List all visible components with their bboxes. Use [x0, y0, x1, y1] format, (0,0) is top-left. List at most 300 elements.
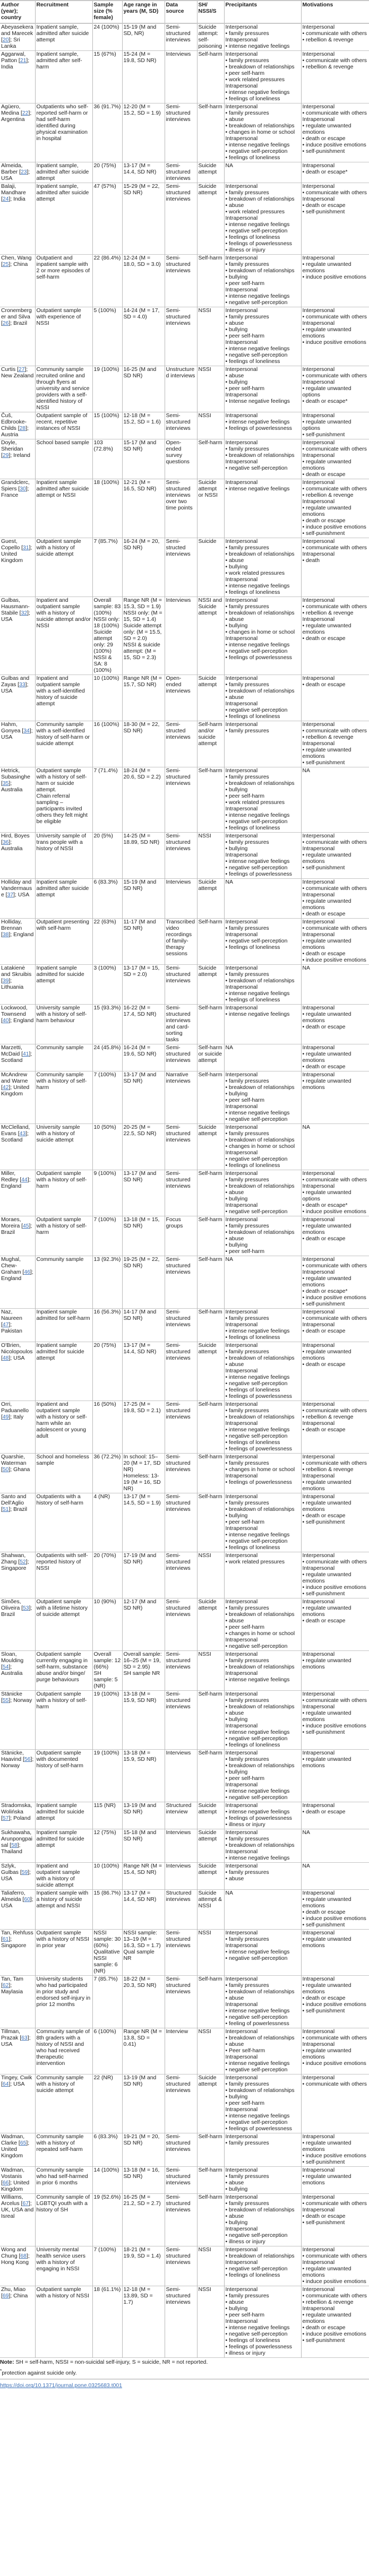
motivation-item: • communicate with others: [302, 2201, 367, 2207]
type-cell: NSSI: [197, 412, 224, 439]
motivation-item: • regulate unwanted emotions: [302, 1710, 351, 1723]
motivation-item: • communicate with others: [302, 373, 367, 379]
motivation-item: • communicate with others: [302, 58, 367, 64]
reference-link[interactable]: 31: [23, 545, 29, 551]
author-name: Stradomska, Wolińska: [1, 1803, 32, 1815]
precipitants-cell: [224, 965, 301, 1005]
author-name: Taliaferro, Almeida: [1, 1890, 25, 1903]
reference-link[interactable]: 37: [7, 892, 14, 898]
author-cell: Abeyasekera and Marecek [20]; Sri Lanka: [1, 24, 33, 49]
reference-link[interactable]: 29: [2, 453, 9, 459]
motivation-item: • death or escape: [302, 1427, 346, 1433]
source-cell: Semi-structured interviews: [165, 1170, 197, 1216]
precipitant-item: • negative self-perception: [225, 352, 288, 358]
author-cell: Balaji, Mandhare [24]; India: [1, 184, 26, 202]
precipitant-item: • family pressures: [225, 972, 269, 978]
precipitants-cell: [224, 2028, 301, 2074]
reference-link[interactable]: 40: [2, 1018, 9, 1024]
motivation-item: Intrapersonal: [302, 1045, 335, 1051]
precipitant-item: • family pressures: [225, 2293, 269, 2299]
precipitant-item: • intense negative feelings: [225, 1012, 290, 1017]
precipitant-item: • breakdown of relationships: [225, 1230, 295, 1235]
source-cell: Semi-structured interviews: [165, 162, 197, 183]
author-name: Stänicke: [1, 1691, 22, 1697]
precipitants-cell: [224, 1552, 301, 1598]
motivation-item: Interpersonal: [302, 879, 335, 885]
motivation-item: • self-punishment: [302, 1922, 345, 1928]
precipitant-item: • abuse: [225, 321, 244, 326]
source-cell: Interviews: [165, 1863, 197, 1890]
reference-link[interactable]: 61: [2, 1937, 9, 1942]
author-name: Stänicke, Haavind: [1, 1750, 24, 1762]
reference-link[interactable]: 49: [2, 1414, 9, 1420]
header-author: Author (year); country: [1, 2, 22, 21]
author-country: Australia: [1, 787, 23, 793]
precipitant-item: • feelings of loneliness: [225, 2272, 280, 2278]
precipitant-item: Interpersonal: [225, 833, 258, 839]
sample-cell: 7 (100%): [92, 2246, 122, 2286]
reference-link[interactable]: 54: [2, 1664, 9, 1670]
precipitant-item: • family pressures: [225, 1078, 269, 1084]
motivation-item: • regulate unwanted emotions: [302, 938, 351, 950]
precipitant-item: • intense negative feelings: [225, 293, 290, 299]
precipitant-item: • family pressures: [225, 1316, 269, 1321]
precipitant-item: • feelings of powerlessness: [225, 871, 293, 877]
precipitant-item: • abuse: [225, 695, 244, 701]
age-cell: 16-22 (M = 17.4, SD NR): [122, 1005, 165, 1044]
motivation-item: Intrapersonal: [302, 2042, 335, 2047]
reference-link[interactable]: 25: [2, 262, 9, 267]
motivation-item: • communicate with others: [302, 1460, 367, 1466]
sample-cell: 16 (56.3%): [92, 1309, 122, 1342]
precipitant-item: Interpersonal: [225, 1599, 258, 1605]
motivation-item: Intrapersonal: [302, 676, 335, 681]
author-cell: Čuš, Edbrooke-Childs [28]; Austria: [1, 413, 29, 438]
author-cell: Quarshie, Waterman [50]; Ghana: [1, 1454, 30, 1473]
age-cell: 13-19 (M and SD NR): [122, 1802, 165, 1829]
author-name: Gulbas, Hausmann-Stabile: [1, 598, 30, 616]
recruitment-cell: Inpatient sample admitted after suicide attempt or NSSI: [35, 479, 92, 538]
motivations-cell: [301, 965, 369, 1005]
reference-link[interactable]: 51: [2, 1507, 9, 1512]
sample-cell: 20 (70%): [92, 1552, 122, 1598]
precipitant-item: Interpersonal: [225, 1125, 258, 1130]
precipitant-item: • intense negative feelings: [225, 222, 290, 228]
reference-link[interactable]: 64: [2, 2081, 9, 2087]
precipitant-item: • peer self-harm: [225, 1249, 265, 1255]
reference-link[interactable]: 36: [2, 840, 9, 845]
precipitant-item: • intense negative feelings: [225, 142, 290, 148]
motivation-item: • induce positive emotions: [302, 142, 366, 148]
sample-cell: 15 (100%): [92, 412, 122, 439]
precipitant-item: • intense negative feelings: [225, 812, 290, 818]
motivations-cell: [301, 1863, 369, 1890]
author-country: Ghana: [13, 1467, 30, 1473]
precipitant-item: • feelings of powerlessness: [225, 655, 293, 661]
recruitment-cell: Outpatient sample with documented history of self-harm: [35, 1750, 92, 1802]
precipitant-item: • negative self-perception: [225, 1381, 288, 1387]
header-type: SH/ NSSI/S: [197, 1, 224, 23]
author-name: Čuš, Edbrooke-Childs: [1, 413, 27, 431]
type-cell: Self-harm: [197, 1071, 224, 1124]
motivation-item: • communicate with others: [302, 1263, 367, 1269]
motivation-item: • death or escape: [302, 1809, 346, 1815]
motivation-item: Interpersonal: [302, 51, 335, 57]
age-cell: Range NR (M = 15.3, SD = 1.9) NSSI only: (M = 15, SD = 1.4) Suicide attempt only: (M = 15.5, SD = 2.0) NSSI & suicide attempt: (M = 15, SD = 2.3): [122, 597, 165, 675]
motivations-cell: [301, 1890, 369, 1930]
source-cell: Open-ended interviews: [165, 675, 197, 721]
motivation-item: Intrapersonal: [302, 1269, 335, 1275]
reference-link[interactable]: 26: [2, 321, 9, 326]
motivation-item: Interpersonal: [302, 2075, 335, 2081]
motivation-item: • communicate with others: [302, 486, 367, 492]
reference-link[interactable]: 32: [21, 610, 28, 616]
precipitants-cell: [224, 23, 301, 51]
precipitant-item: • abuse: [225, 1236, 244, 1242]
type-cell: Self-harm: [197, 103, 224, 162]
precipitant-item: • feelings of loneliness: [225, 1335, 280, 1341]
recruitment-cell: University sample of trans people with a history of NSSI: [35, 833, 92, 879]
reference-link[interactable]: 23: [20, 169, 27, 175]
motivation-item: NA: [302, 1830, 310, 1836]
type-cell: NSSI: [197, 1930, 224, 1976]
precipitant-item: • bullying: [225, 2186, 248, 2192]
author-country: Singapore: [1, 1566, 27, 1571]
author-cell: Agüero, Medina [22]; Argentina: [1, 104, 32, 123]
author-country: France: [1, 492, 19, 498]
recruitment-cell: Outpatient sample with a history of NSSI in prior year: [35, 1930, 92, 1976]
type-cell: NSSI: [197, 833, 224, 879]
author-cell: Wong and Chung [68]; Hong Kong: [1, 2247, 30, 2266]
precipitant-item: • intense negative feelings: [225, 583, 290, 589]
precipitant-item: • feelings of loneliness: [225, 1545, 280, 1551]
motivation-item: • communicate with others: [302, 926, 367, 931]
precipitant-item: • breakdown of relationships: [225, 1507, 295, 1512]
motivations-cell: [301, 479, 369, 538]
precipitant-item: • work related pressures: [225, 570, 285, 576]
precipitant-item: • breakdown of relationships: [225, 688, 295, 694]
precipitant-item: • peer self-harm: [225, 333, 265, 339]
precipitant-item: • family pressures: [225, 446, 269, 452]
recruitment-cell: Outpatients who self-reported self-harm or had self-harm identified during physical examination in hospital: [35, 103, 92, 162]
precipitant-item: • abuse: [225, 2214, 244, 2219]
reference-link[interactable]: 48: [2, 1355, 9, 1361]
source-cell: Semi-structured interviews and card-sorting tasks: [165, 1005, 197, 1044]
table-row: [0, 103, 369, 162]
source-cell: Semi-structured interviews: [165, 1124, 197, 1170]
reference-link[interactable]: 30: [20, 486, 26, 492]
author-cell: Williams, Arcelus [67]; UK, USA and Isreal: [1, 2194, 34, 2219]
author-cell: Hahm, Gonyea [34]; USA: [1, 722, 33, 740]
author-cell: Szlyk, Gulbas [59]; USA: [1, 1863, 31, 1882]
reference-link[interactable]: 56: [24, 1757, 31, 1762]
reference-link[interactable]: 33: [19, 682, 25, 688]
table-row: [0, 1691, 369, 1750]
reference-link[interactable]: 38: [2, 932, 9, 938]
reference-link[interactable]: 39: [2, 978, 9, 984]
author-cell: Santo and Dell'Aglio [51]; Brazil: [1, 1494, 28, 1512]
reference-link[interactable]: 21: [20, 58, 27, 64]
motivations-cell: [301, 183, 369, 255]
motivation-item: Interpersonal: [302, 2247, 335, 2253]
motivations-cell: [301, 162, 369, 183]
motivation-item: Intrapersonal: [302, 413, 335, 419]
precipitant-item: • breakdown of relationships: [225, 1763, 295, 1769]
motivations-cell: [301, 2246, 369, 2286]
reference-link[interactable]: 63: [21, 2035, 28, 2041]
precipitant-item: • intense negative feelings: [225, 346, 290, 352]
motivations-cell: [301, 2167, 369, 2194]
precipitant-item: • family pressures: [225, 31, 269, 37]
motivation-item: Interpersonal: [302, 480, 335, 486]
motivation-item: • communicate with others: [302, 1698, 367, 1704]
table-row: [0, 1493, 369, 1552]
age-cell: 13-18 (M = 15.9, SD NR): [122, 1691, 165, 1750]
age-cell: 11-17 (M and SD NR): [122, 919, 165, 965]
precipitant-item: • peer self-harm: [225, 71, 265, 76]
sample-cell: 16 (50%): [92, 1401, 122, 1454]
reference-link[interactable]: 44: [21, 1177, 28, 1183]
type-cell: NSSI: [197, 2286, 224, 2358]
recruitment-cell: Community sample: [35, 1256, 92, 1309]
precipitant-item: • feeling of powerlessness: [225, 2021, 289, 2027]
reference-link[interactable]: 24: [2, 196, 9, 202]
motivation-item: Interpersonal: [302, 722, 335, 728]
reference-link[interactable]: 55: [2, 1698, 9, 1704]
sample-cell: 36 (72.2%): [92, 1454, 122, 1493]
motivation-item: • induce positive emotions: [302, 2153, 366, 2159]
reference-link[interactable]: 52: [20, 1559, 26, 1565]
precipitant-item: • intense negative feelings: [225, 1677, 290, 1683]
author-country: United Kingdom: [1, 551, 23, 564]
sample-cell: 6 (100%): [92, 2028, 122, 2074]
precipitants-cell: [224, 183, 301, 255]
author-country: Singapore: [1, 1943, 27, 1949]
precipitant-item: Intrapersonal: [225, 480, 258, 486]
author-cell: Wadman, Clarke [65]; United Kingdom: [1, 2134, 30, 2159]
author-name: Holliday and Vandermause: [1, 879, 32, 898]
motivation-item: • rebellion & revenge: [302, 1467, 354, 1473]
author-name: Doyle, Sheridan: [1, 440, 23, 452]
motivation-item: Intrapersonal: [302, 196, 335, 202]
author-name: Tan, Tam: [1, 1976, 23, 1982]
motivations-cell: [301, 1976, 369, 2028]
reference-link[interactable]: 28: [19, 426, 26, 431]
precipitant-item: Interpersonal: [225, 440, 258, 446]
reference-link[interactable]: 27: [18, 367, 25, 373]
recruitment-cell: Outpatient sample with a history of self-harm or suicide attempt. Chain referral sampling – participants invited others they felt might be eligible: [35, 767, 92, 833]
sample-cell: 19 (100%): [92, 1750, 122, 1802]
precipitant-item: Interpersonal: [225, 2167, 258, 2173]
author-name: Simões, Oliveira: [1, 1599, 21, 1611]
motivation-item: • regulate unwanted emotions: [302, 1051, 351, 1064]
reference-link[interactable]: 43: [19, 1131, 26, 1137]
precipitant-item: Interpersonal: [225, 255, 258, 261]
precipitant-item: • family pressures: [225, 1349, 269, 1355]
recruitment-cell: Community sample with a history of self-harm: [35, 1071, 92, 1124]
precipitants-cell: [224, 1309, 301, 1342]
table-row: [0, 767, 369, 833]
reference-link[interactable]: 47: [2, 1322, 9, 1328]
motivation-item: Interpersonal: [302, 2029, 335, 2035]
reference-link[interactable]: 34: [23, 728, 30, 734]
precipitants-cell: [224, 1829, 301, 1863]
precipitant-item: • feelings of powerlessness: [225, 1446, 293, 1452]
reference-link[interactable]: 42: [2, 1085, 9, 1091]
type-cell: Self-harm: [197, 1750, 224, 1802]
sample-cell: 10 (90%): [92, 1598, 122, 1651]
precipitant-item: • breakdown of relationships: [225, 1843, 295, 1848]
motivation-item: • regulate unwanted emotions: [302, 1937, 351, 1949]
sample-cell: Overall sample: 83 (100%) NSSI only: 18 (100%) Suicide attempt only: 29 (100%) NSSI & SA: 8 (100%): [92, 597, 122, 675]
type-cell: Self-harm or suicide attempt: [197, 1044, 224, 1071]
precipitant-item: Intrapersonal: [225, 701, 258, 707]
precipitant-item: Interpersonal: [225, 768, 258, 774]
precipitant-item: • feelings of loneliness: [225, 590, 280, 595]
precipitant-item: Interpersonal: [225, 1454, 258, 1460]
precipitant-item: • abuse: [225, 617, 244, 623]
age-cell: 13-19 (M and SD NR): [122, 2074, 165, 2133]
motivation-item: • regulate unwanted emotions: [302, 1480, 351, 1492]
precipitant-item: • peer self-harm: [225, 1624, 265, 1630]
sample-cell: 6 (83.3%): [92, 2133, 122, 2167]
reference-link[interactable]: 35: [2, 781, 9, 786]
source-cell: Interviews: [165, 51, 197, 103]
author-country: United Kingdom: [1, 2147, 23, 2159]
sample-cell: 10 (100%): [92, 675, 122, 721]
motivation-item: • communicate with others: [302, 886, 367, 892]
motivation-item: Intrapersonal: [302, 1890, 335, 1896]
motivation-item: • death or escape: [302, 203, 346, 209]
motivation-item: Interpersonal: [302, 1553, 335, 1559]
precipitant-item: Intrapersonal: [225, 932, 258, 938]
precipitant-item: Intrapersonal: [225, 2226, 258, 2232]
type-cell: Self-harm: [197, 1401, 224, 1454]
header-motivations: Motivations: [301, 1, 369, 23]
author-country: India: [13, 196, 25, 202]
author-cell: Taliaferro, Almeida [60]; USA: [1, 1890, 33, 1909]
author-country: China: [13, 2293, 28, 2299]
age-cell: 19-21 (M = 20, SD NR): [122, 2133, 165, 2167]
motivation-item: Intrapersonal: [302, 1183, 335, 1189]
reference-link[interactable]: 57: [2, 1816, 9, 1821]
author-cell: Sloan, Moulding [54]; Australia: [1, 1652, 24, 1676]
author-cell: Moraes, Moreira [45]; Brazil: [1, 1217, 32, 1235]
precipitant-item: • family pressures: [225, 1658, 269, 1664]
reference-link[interactable]: 45: [23, 1223, 29, 1229]
reference-link[interactable]: 50: [2, 1467, 9, 1473]
reference-link[interactable]: 59: [21, 1870, 28, 1875]
precipitant-item: Interpersonal: [225, 1171, 258, 1177]
precipitant-item: • work related pressures: [225, 1559, 285, 1565]
author-name: Quarshie, Waterman: [1, 1454, 27, 1466]
reference-link[interactable]: 58: [11, 1843, 18, 1848]
source-cell: Interview: [165, 2028, 197, 2074]
motivation-item: Intrapersonal: [302, 932, 335, 938]
motivation-item: • death or escape: [302, 1024, 346, 1030]
precipitant-item: Interpersonal: [225, 1072, 258, 1078]
author-country: Poland: [13, 1816, 31, 1821]
precipitant-item: • negative self-perception: [225, 1538, 288, 1544]
motivation-item: Intrapersonal: [302, 1343, 335, 1348]
motivation-item: • rebellion & revenge: [302, 610, 354, 616]
reference-link[interactable]: 68: [20, 2253, 27, 2259]
precipitant-item: • bullying: [225, 787, 248, 793]
precipitants-cell: [224, 479, 301, 538]
reference-link[interactable]: 41: [23, 1051, 29, 1057]
author-name: Aggarwal, Patton: [1, 51, 26, 64]
type-cell: NSSI: [197, 2028, 224, 2074]
age-cell: 13-18 (M = 15, SD NR): [122, 1216, 165, 1256]
motivations-cell: [301, 1256, 369, 1309]
recruitment-cell: Outpatient sample with experience of NSSI: [35, 307, 92, 366]
precipitants-cell: [224, 1256, 301, 1309]
precipitant-item: • negative self-perception: [225, 2120, 288, 2125]
table-row: [0, 412, 369, 439]
precipitant-item: • abuse: [225, 1995, 244, 2001]
precipitant-item: Intrapersonal: [225, 1421, 258, 1427]
motivation-item: • death or escape: [302, 518, 346, 524]
precipitant-item: • family pressures: [225, 2140, 269, 2146]
table-row: [0, 1005, 369, 1044]
precipitant-item: Interpersonal: [225, 1217, 258, 1223]
reference-link[interactable]: 20: [2, 37, 9, 43]
note-text: SH = self-harm, NSSI = non-suicidal self-injury, S = suicide, NR = not reported.: [14, 2359, 208, 2365]
author-cell: Latakienė and Skruibis [39]; Lithuania: [1, 965, 32, 990]
reference-link[interactable]: 62: [2, 1983, 9, 1989]
doi-link[interactable]: https://doi.org/10.1371/journal.pone.0325683.t001: [0, 2383, 122, 2389]
recruitment-cell: Community sample with a history of repeated self-harm: [35, 2133, 92, 2167]
motivation-item: Interpersonal: [302, 833, 335, 839]
source-cell: Interviews: [165, 1829, 197, 1863]
motivation-item: Intrapersonal: [302, 499, 335, 505]
recruitment-cell: Inpatient sample admitted for suicide attempt: [35, 1802, 92, 1829]
sample-cell: 7 (100%): [92, 1216, 122, 1256]
reference-link[interactable]: 46: [24, 1269, 30, 1275]
precipitant-item: Interpersonal: [225, 2075, 258, 2081]
type-cell: Self-harm: [197, 1005, 224, 1044]
precipitant-item: • family pressures: [225, 190, 269, 196]
precipitant-item: Intrapersonal: [225, 577, 258, 583]
reference-link[interactable]: 69: [2, 2293, 9, 2299]
reference-link[interactable]: 65: [20, 2140, 27, 2146]
motivation-item: • induce positive emotions: [302, 1295, 366, 1301]
reference-link[interactable]: 53: [23, 1605, 29, 1611]
precipitants-cell: [224, 1863, 301, 1890]
motivations-cell: [301, 1044, 369, 1071]
precipitant-item: • changes in home or school: [225, 1631, 295, 1637]
reference-link[interactable]: 60: [24, 1897, 30, 1903]
reference-link[interactable]: 67: [22, 2201, 29, 2207]
motivations-cell: [301, 1005, 369, 1044]
motivations-cell: [301, 1309, 369, 1342]
age-cell: 18-30 (M = 22, SD NR): [122, 721, 165, 767]
table-row: [0, 2074, 369, 2133]
precipitant-item: • peer self-harm: [225, 386, 265, 392]
sample-cell: 15 (67%): [92, 51, 122, 103]
precipitant-item: Intrapersonal: [225, 1637, 258, 1643]
reference-link[interactable]: 66: [2, 2180, 9, 2186]
precipitant-item: Interpersonal: [225, 2194, 258, 2200]
type-cell: Self-harm: [197, 1309, 224, 1342]
motivation-item: Interpersonal: [302, 2194, 335, 2200]
type-cell: Suicide attempt: self-poisoning: [197, 23, 224, 51]
recruitment-cell: Inpatient and outpatient sample with a history of suicide attempt: [35, 1863, 92, 1890]
reference-link[interactable]: 22: [22, 110, 29, 116]
author-cell: Holliday and Vandermause [37]; USA: [1, 879, 32, 898]
author-cell: Chen, Wang [25]; China: [1, 255, 32, 267]
type-cell: Self-harm: [197, 1216, 224, 1256]
